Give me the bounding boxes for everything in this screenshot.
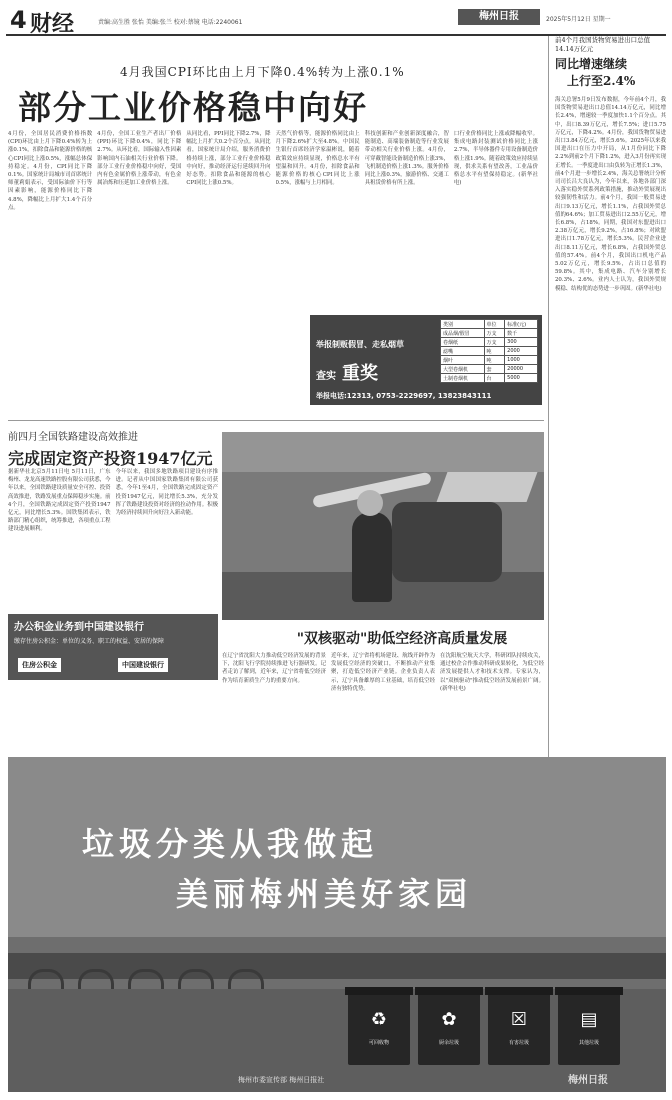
table-cell: 20000 xyxy=(505,365,538,374)
table-row xyxy=(441,329,538,338)
table-cell: 大型卷烟机 xyxy=(441,365,485,374)
right-kicker: 前4个月我国货物贸易进出口总值14.14万亿元 xyxy=(555,36,651,53)
main-body-column: 4月份，全国居民消费价格指数(CPI)环比由上月下降0.4%转为上涨0.1%，扣除食品和能源价格的核心CPI同比上涨0.5%，涨幅总体保持稳定。4月份，CPI同比下降0.1%。国家统计局城市司首席统计师董莉娟表示，受国际油价下行等因素影响，能源价格同比下降4.8%，降幅比上月扩大1.4个百分点。 xyxy=(8,131,93,211)
table-header: 单位 xyxy=(484,320,505,329)
table-cell: 5000 xyxy=(505,374,538,383)
technician-head xyxy=(357,490,383,516)
table-row xyxy=(441,338,538,347)
table-cell: 数千 xyxy=(505,329,538,338)
aircraft-wing xyxy=(437,472,538,502)
aviation-body xyxy=(222,652,544,742)
banner-line2: 美丽梅州美好家园 xyxy=(176,875,473,913)
bridge-arch xyxy=(78,969,114,990)
main-subhead: 4月我国CPI环比由上月下降0.4%转为上涨0.1% xyxy=(120,65,405,79)
table-cell: 烟叶 xyxy=(441,356,485,365)
right-title-line2: 上行至2.4% xyxy=(567,74,636,88)
bank-ad-subtitle: 缴存住房公积金：单位的义务、职工的权益、安居的保障 xyxy=(14,638,165,645)
table-cell: 万支 xyxy=(484,338,505,347)
reward-table xyxy=(440,319,538,383)
main-body-column: 从同比看，PPI同比下降2.7%，降幅比上月扩大0.2个百分点。从同比看，国家统计局介绍，服务消费价格持续上涨，部分工业行业价格稳中向好，推动经济运行延续回升向好态势。扣除食品和能源的核心CPI同比上涨0.5%。 xyxy=(186,131,271,187)
bank-ad xyxy=(8,614,218,680)
table-cell: 土制卷烟机 xyxy=(441,374,485,383)
table-cell: 万支 xyxy=(484,329,505,338)
right-body: 海关总署5月9日发布数据，今年前4个月，我国货物贸易进出口总值14.14万亿元，同比增长2.4%，增速较一季度加快1.1个百分点。其中，出口8.39万亿元，增长7.5%；进口5.75万亿元，下降4.2%。4月份，我国货物贸易进出口3.84万亿元，增长5.6%。2025年以来我国进出口在压力中开局，从1月份同比下降2.2%到前2个月下降1.2%，进入3月份再实现正增长。一季度进出口由负转为正增长1.3%，前4个月进一步增长2.4%，海关总署统计分析司司长吕大良认为，今年以来，各地各部门深入落实稳外贸系列政策措施，推动外贸展现出较强韧性和活力。前4个月，我国一般贸易进出口9.13万亿元，增长1.1%，占我国外贸总值的64.6%；加工贸易进出口2.55万亿元，增长6.8%，占18%。同期，我国对东盟进出口2.38万亿元，增长9.2%，占16.8%；对欧盟进出口1.78万亿元，增长5.3%。民营企业进出口8.11万亿元，增长6.8%，占我国外贸总值的57.4%。前4个月，我国出口机电产品5.02万亿元，增长9.5%，占出口总值的59.8%。其中，集成电路、汽车分别增长20.3%、2.6%。业内人士认为，我国外贸规模稳、结构优的态势进一步巩固。(新华社电) xyxy=(555,97,666,292)
bin-lid xyxy=(485,987,553,995)
report-prize xyxy=(316,359,378,385)
table-cell: 台 xyxy=(484,374,505,383)
prize-word: 重奖 xyxy=(342,363,378,384)
report-subtitle: 举报制贩假冒、走私烟草 xyxy=(316,340,404,349)
date-line: 2025年5月12日 星期一 xyxy=(546,16,611,23)
aviation-body-column: 在辽宁省沈阳大力推动低空经济发展的背景下，沈阳飞行学院持续推进飞行器研发。记者走访了解到，近年来，辽宁省将低空经济作为培育新质生产力的重要方向。 xyxy=(222,653,326,684)
main-body-column: 口行业价格同比上涨或降幅收窄。集成电路封装测试价格同比上涨2.7%，半导体器件专用设备制造价格上涨1.9%。随着政策效应持续显现，供求关系有望改善，工业品价格总水平有望保持稳定。(新华社电) xyxy=(453,131,539,187)
table-cell: 套 xyxy=(484,365,505,374)
rail-title: 完成固定资产投资1947亿元 xyxy=(8,449,213,468)
main-body-column: 科技创新和产业创新深度融合，智能制造、高端装备制造等行业发展带动相关行业价格上涨。4月份，可穿戴智能设备制造价格上涨3%，飞机制造价格上涨1.3%。服务价格同比上涨0.3%，旅游价格、交通工具租赁价格有所上涨。 xyxy=(364,131,449,187)
bin-lid xyxy=(415,987,483,995)
banner-credit: 梅州市委宣传部 梅州日报社 xyxy=(238,1076,325,1084)
bin-label: 可回收物 xyxy=(368,1040,389,1046)
table-cell: 成品烟/假冒 xyxy=(441,329,485,338)
divider xyxy=(8,420,544,421)
table-cell: 滤嘴 xyxy=(441,347,485,356)
table-row xyxy=(441,356,538,365)
rail-body-column: 今年以来，我国多地铁路项目建设有序推进。记者从中国国家铁路集团有限公司获悉，今年1至4月，全国铁路完成固定资产投资1947亿元，同比增长5.3%，充分发挥了铁路建设投资对经济的拉动作用。积极为经济持续回升向好注入新动能。 xyxy=(115,469,218,517)
main-headline: 部分工业价格稳中向好 xyxy=(18,88,368,127)
report-hotline: 举报电话:12313, 0753-2229697, 13823843111 xyxy=(316,392,492,400)
bin-label: 其他垃圾 xyxy=(578,1040,599,1046)
table-cell: 1000 xyxy=(505,356,538,365)
aviation-body-column: 近年来，辽宁省将机场建设、航线开辟作为发展低空经济的突破口，不断推动产业集聚，打造低空经济产业链。企业负责人表示，辽宁具备雄厚的工业基础，培育低空经济有独特优势。 xyxy=(331,653,435,692)
main-body-column: 天然气价格等，能源价格同比由上月下降2.6%扩大至4.8%。中国民生银行首席经济学家温彬说，随着政策效应持续显现，价格总水平有望温和回升。4月份，扣除食品和能源价格的核心CPI同比上涨0.5%，涨幅与上月相同。 xyxy=(275,131,360,187)
bin-lid xyxy=(345,987,413,995)
report-hotline-ad xyxy=(310,315,542,405)
table-cell: 300 xyxy=(505,338,538,347)
watermark: 梅州日报 xyxy=(568,1075,608,1086)
table-cell: 卷烟纸 xyxy=(441,338,485,347)
bin-label: 有害垃圾 xyxy=(508,1040,529,1046)
bin-lid xyxy=(555,987,623,995)
table-header: 标准(元) xyxy=(505,320,538,329)
page-number: 4 xyxy=(10,6,27,34)
bridge-arch xyxy=(28,969,64,990)
table-cell: 2000 xyxy=(505,347,538,356)
food-waste-bin xyxy=(418,993,480,1065)
bin-label: 厨余垃圾 xyxy=(438,1040,459,1046)
right-title-line1: 同比增速继续 xyxy=(555,57,628,71)
photo-wall xyxy=(222,432,544,472)
table-cell: 吨 xyxy=(484,347,505,356)
ccb-logo: 中国建设银行 xyxy=(118,658,168,672)
rail-kicker: 前四月全国铁路建设高效推进 xyxy=(8,432,138,443)
recyclable-icon: ♻ xyxy=(370,1009,388,1030)
bank-ad-title: 办公积金业务到中国建设银行 xyxy=(14,622,144,633)
masthead xyxy=(6,4,666,36)
table-row xyxy=(441,374,538,383)
table-header: 类别 xyxy=(441,320,485,329)
prize-prefix: 查实 xyxy=(316,371,336,382)
rail-body xyxy=(8,468,218,610)
bridge-arch xyxy=(178,969,214,990)
garbage-sorting-banner xyxy=(8,757,666,1092)
paper-logo: 梅州日报 xyxy=(458,9,540,25)
recyclable-bin xyxy=(348,993,410,1065)
table-row xyxy=(441,365,538,374)
hazardous-icon: ☒ xyxy=(510,1009,528,1030)
rail-body-column: 据新华社北京5月11日电 5月11日，广东梅州、龙龙高速铁路控股有限公司获悉，今年以来，全国铁路建设质量安全可控、投资高效推进，铁路发展重点保障稳步实施。前4个月，全国铁路完成固定资产投资1947亿元，同比增长5.3%。国铁集团表示，铁路部门精心组织，统筹推进，各项重点工程建设进展顺利。 xyxy=(8,469,111,533)
aviation-body-column: 在沈阳航空航天大学，科研团队持续攻关，通过校企合作推动科研成果转化，为低空经济发展提供人才和技术支撑。专家认为，以"双核驱动"推动低空经济发展前景广阔。(新华社电) xyxy=(440,653,544,692)
housing-fund-logo: 住房公积金 xyxy=(18,658,61,672)
food-waste-icon: ✿ xyxy=(441,1009,457,1030)
bridge-arch xyxy=(228,969,264,990)
table-cell: 吨 xyxy=(484,356,505,365)
table-row xyxy=(441,320,538,329)
aviation-photo xyxy=(222,432,544,620)
banner-line1: 垃圾分类从我做起 xyxy=(82,825,379,863)
other-waste-bin xyxy=(558,993,620,1065)
bridge-arch xyxy=(128,969,164,990)
aircraft-engine xyxy=(392,502,502,582)
aviation-title: "双核驱动"助低空经济高质量发展 xyxy=(296,631,508,647)
section-title: 财经 xyxy=(30,11,75,37)
hazardous-bin xyxy=(488,993,550,1065)
technician-figure xyxy=(352,512,392,602)
table-row xyxy=(441,347,538,356)
staff-line: 责编:高生胜 张怡 美编:张兰 校对:蔡镜 电话:2240061 xyxy=(98,19,243,26)
main-body-column: 4月份，全国工业生产者出厂价格(PPI)环比下降0.4%，同比下降2.7%。从环比看，国际输入性因素影响国内石油相关行业价格下降。部分工业行业价格稳中向好，受国内有色金属价格上涨带动，有色金属冶炼和压延加工业价格上涨。 xyxy=(97,131,182,187)
other-waste-icon: ▤ xyxy=(580,1009,598,1030)
